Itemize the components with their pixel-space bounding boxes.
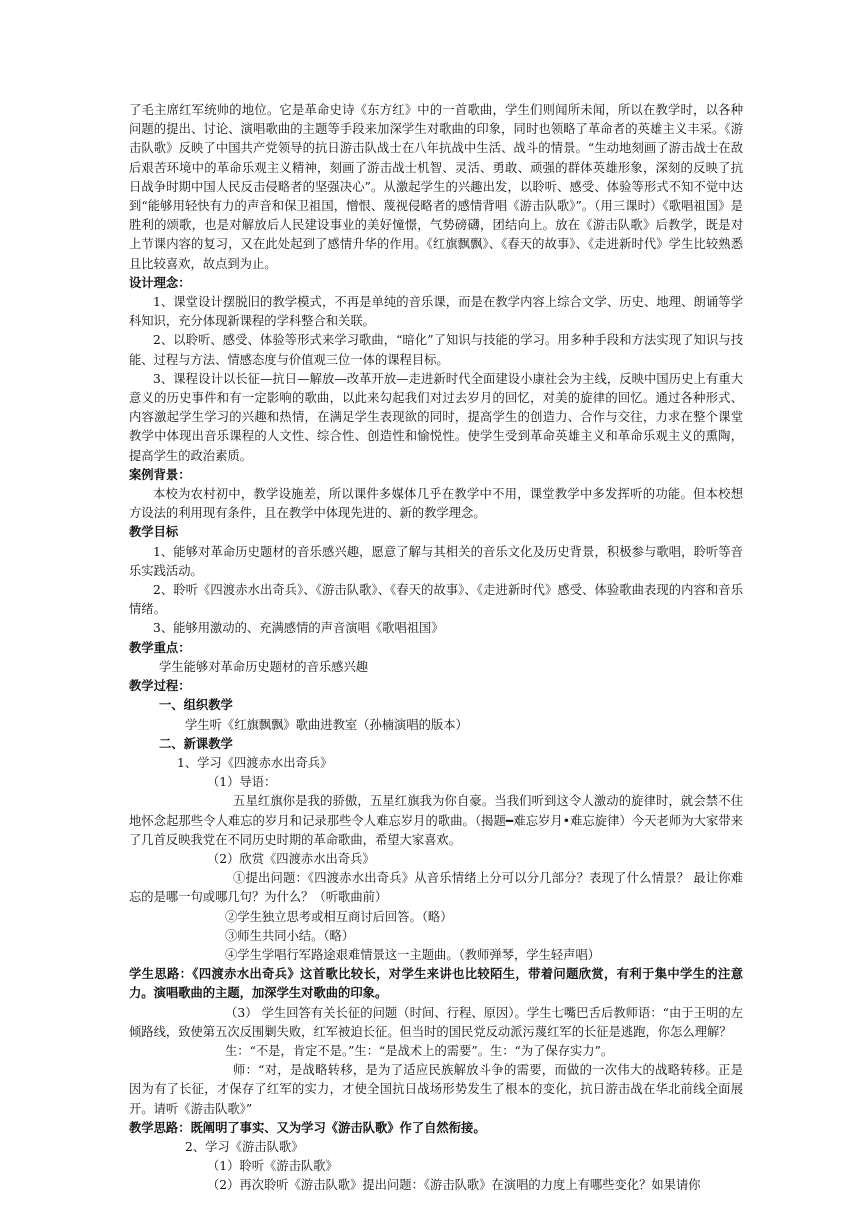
heading-teaching-focus: 教学重点： <box>129 640 191 655</box>
heading-case-background: 案例背景： <box>129 467 191 482</box>
design-point-3: 3、课程设计以长征—抗日—解放—改革开放—走进新时代全面建设小康社会为主线，反映中国历史上有重大意义的历史事件和有一定影响的歌曲，以此来勾起我们对过去岁月的回忆，对美的旋律的回忆。通过各种形式、内容激起学生学习的兴趣和热情，在满足学生表现欲的同时，提高学生的创造力、合作与交往，力求在整个课堂教学中体现出音乐课程的人文性、综合性、创造性和愉悦性。使学生受到革命英雄主义和革命乐观主义的熏陶，提高学生的政治素质。 <box>129 371 743 463</box>
lesson-1-step-4: ④学生学唱行军路途艰难情景这一主题曲。（教师弹琴，学生轻声唱） <box>225 947 601 962</box>
step-organize: 一、组织教学 <box>159 698 233 713</box>
lesson-2-title: 2、学习《游击队歌》 <box>185 1139 304 1154</box>
design-point-1: 1、课堂设计摆脱旧的教学模式，不再是单纯的音乐课，而是在教学内容上综合文学、历史、地理、朗诵等学科知识，充分体现新课程的学科整合和关联。 <box>129 295 743 329</box>
lesson-2-step-1: （1）聆听《游击队歌》 <box>207 1159 338 1174</box>
step-new-lesson: 二、新课教学 <box>159 736 233 751</box>
lesson-2-step-2: （2）再次聆听《游击队歌》提出问题：《游击队歌》在演唱的力度上有哪些变化？如果请你 <box>207 1178 701 1193</box>
heading-design-concept: 设计理念： <box>129 275 191 290</box>
lesson-1-intro-label: （1）导语： <box>207 775 277 790</box>
heading-teaching-process: 教学过程： <box>129 679 191 694</box>
lesson-1-appreciate: （2）欣赏《四渡赤水出奇兵》 <box>207 851 375 866</box>
lesson-1-intro-text: 五星红旗你是我的骄傲，五星红旗我为你自豪。当我们听到这令人激动的旋律时，就会禁不住地怀念起那些令人难忘的岁月和记录那些令人难忘岁月的歌曲。（揭题━难忘岁月•难忘旋律）今天老师为大家带来了几首反映我党在不同历史时期的革命歌曲，希望大家喜欢。 <box>129 794 743 847</box>
step-organize-text: 学生听《红旗飘飘》歌曲进教室（孙楠演唱的版本） <box>185 717 468 732</box>
heading-teaching-goals: 教学目标 <box>129 525 179 540</box>
student-answers: 生：“不是，肯定不是。”生：“是战术上的需要”。生：“为了保存实力”。 <box>225 1043 614 1058</box>
goal-1: 1、能够对革命历史题材的音乐感兴趣，愿意了解与其相关的音乐文化及历史背景，积极参与歌唱，聆听等音乐实践活动。 <box>129 544 743 578</box>
goal-3: 3、能够用激动的、充满感情的声音演唱《歌唱祖国》 <box>153 621 444 636</box>
lesson-1-step-3-question: （3） 学生回答有关长征的问题（时间、行程、原因）。学生七嘴巴舌后教师语：“由于王明的左倾路线，致使第五次反围剿失败，红军被迫长征。但当时的国民党反动派污蔑红军的长征是逃跑，你怎么理解？ <box>129 1005 743 1039</box>
lesson-1-step-1: ①提出问题：《四渡赤水出奇兵》从音乐情绪上分可以分几部分？表现了什么情景？ 最让你难忘的是哪一句或哪几句？为什么？（听歌曲前） <box>129 871 743 905</box>
goal-2: 2、聆听《四渡赤水出奇兵》、《游击队歌》、《春天的故事》、《走进新时代》感受、体验歌曲表现的内容和音乐情绪。 <box>129 583 743 617</box>
lesson-1-step-2: ②学生独立思考或相互商讨后回答。（略） <box>225 909 453 924</box>
case-background-text: 本校为农村初中，教学设施差，所以课件多媒体几乎在教学中不用，课堂教学中多发挥听的功能。但本校想方设法的利用现有条件，且在教学中体现先进的、新的教学理念。 <box>129 487 743 521</box>
document-page <box>129 101 743 1196</box>
teacher-answer: 师：“对，是战略转移，是为了适应民族解放斗争的需要，而做的一次伟大的战略转移。正是因为有了长征，才保存了红军的实力，才使全国抗日战场形势发生了根本的变化，抗日游击战在华北前线全面展开。请听《游击队歌》” <box>129 1063 743 1116</box>
lesson-1-title: 1、学习《四渡赤水出奇兵》 <box>177 755 333 770</box>
intro-paragraph: 了毛主席红军统帅的地位。它是革命史诗《东方红》中的一首歌曲，学生们则闻所未闻，所以在教学时，以各种问题的提出、讨论、演唱歌曲的主题等手段来加深学生对歌曲的印象，同时也领略了革命者的英雄主义丰采。《游击队歌》反映了中国共产党领导的抗日游击队战士在八年抗战中生活、战斗的情景。“生动地刻画了游击战士在敌后艰苦环境中的革命乐观主义精神，刻画了游击战士机智、灵活、勇敢、顽强的群体英雄形象，深刻的反映了抗日战争时期中国人民反击侵略者的坚强决心”。从激起学生的兴趣出发，以聆听、感受、体验等形式不知不觉中达到“能够用轻快有力的声音和保卫祖国，憎恨、蔑视侵略者的感情背唱《游击队歌》”。（用三课时）《歌唱祖国》是胜利的颂歌，也是对解放后人民建设事业的美好憧憬，气势磅礴，团结向上。放在《游击队歌》后教学，既是对上节课内容的复习，又在此处起到了感情升华的作用。《红旗飘飘》、《春天的故事》、《走进新时代》学生比较熟悉且比较喜欢，故点到为止。 <box>129 103 743 271</box>
teaching-thinking-note: 教学思路：既阐明了事实、又为学习《游击队歌》作了自然衔接。 <box>129 1120 486 1135</box>
student-thinking-note: 学生思路：《四渡赤水出奇兵》这首歌比较长，对学生来讲也比较陌生，带着问题欣赏，有利于集中学生的注意力。演唱歌曲的主题，加深学生对歌曲的印象。 <box>129 967 743 1001</box>
design-point-2: 2、以聆听、感受、体验等形式来学习歌曲，“暗化”了知识与技能的学习。用多种手段和方法实现了知识与技能、过程与方法、情感态度与价值观三位一体的课程目标。 <box>129 333 743 367</box>
teaching-focus-text: 学生能够对革命历史题材的音乐感兴趣 <box>159 659 369 674</box>
lesson-1-step-3: ③师生共同小结。（略） <box>225 928 355 943</box>
